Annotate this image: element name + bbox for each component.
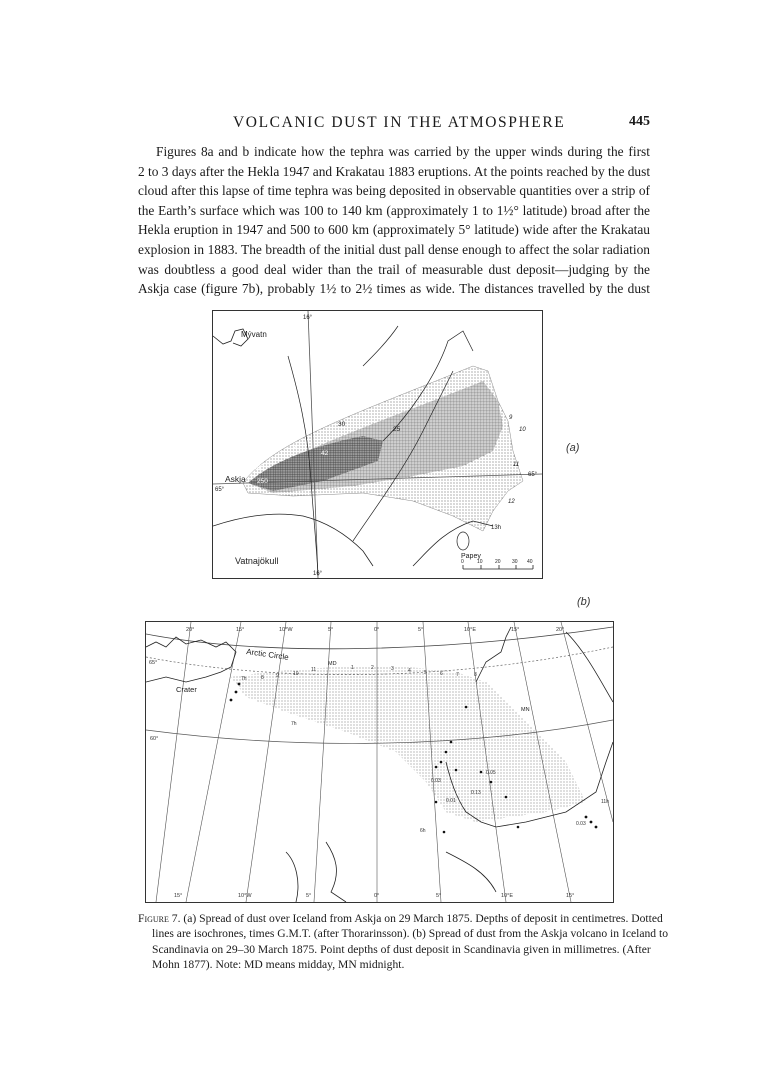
scale-bar (461, 559, 533, 569)
running-head (138, 114, 650, 134)
svg-text:4: 4 (408, 668, 411, 674)
figure-a-iceland-map (212, 310, 543, 579)
label-crater: Crater (176, 685, 197, 694)
svg-text:11h: 11h (601, 799, 609, 805)
body-line: 2 to 3 days after the Hekla 1947 and Krakatau 1883 eruptions. At the points reached by the dust (138, 163, 651, 179)
svg-text:7h: 7h (241, 676, 247, 682)
isochrone-label: 10 (519, 427, 526, 433)
svg-text:0°: 0° (374, 893, 380, 899)
label-askja: Askja (225, 474, 246, 484)
svg-text:7: 7 (456, 672, 459, 678)
svg-text:0.05: 0.05 (486, 770, 496, 776)
label-parallel-left: 65° (215, 487, 225, 493)
body-line: Figures 8a and b indicate how the tephra was carried by the upper winds during the first (156, 144, 650, 159)
svg-text:10: 10 (293, 671, 299, 677)
depth-label: 250 (257, 478, 268, 485)
svg-text:6h: 6h (420, 828, 426, 834)
caption-figure-label: Figure 7. (138, 912, 181, 925)
label-arctic-circle: Arctic Circle (245, 647, 290, 662)
depth-label: 25 (393, 426, 401, 433)
svg-text:20°: 20° (186, 627, 195, 633)
svg-text:0.03: 0.03 (431, 778, 441, 784)
svg-text:10°W: 10°W (279, 627, 293, 633)
caption-line: Scandinavia on 29–30 March 1875. Point depths of dust deposit in Scandinavia given in millimetres. (After (152, 942, 651, 956)
label-meridian-bottom: 16° (313, 571, 323, 577)
svg-text:10: 10 (477, 559, 483, 565)
label-myvatn: Mývatn (241, 330, 267, 339)
svg-text:30: 30 (512, 559, 518, 565)
svg-text:1: 1 (351, 665, 354, 671)
svg-text:65°: 65° (149, 660, 158, 666)
svg-text:60°: 60° (150, 736, 159, 742)
figure-b-scandinavia-map (145, 621, 614, 903)
isochrone-label: 9 (509, 415, 513, 421)
svg-text:0°: 0° (374, 627, 380, 633)
depth-label: 30 (338, 421, 346, 428)
svg-text:5°: 5° (436, 893, 442, 899)
svg-text:0.03: 0.03 (576, 821, 586, 827)
svg-text:0.01: 0.01 (446, 798, 456, 804)
body-line: the Earth’s surface which was 100 to 140 km (approximately 1 to 1½° latitude) broad after the (138, 202, 650, 218)
panel-label-b: (b) (577, 596, 591, 608)
isochrone-label: 12 (508, 499, 515, 505)
page-number: 445 (629, 114, 650, 129)
svg-text:10°E: 10°E (464, 627, 476, 633)
svg-text:15°: 15° (511, 627, 520, 633)
label-midnight: MN (521, 707, 530, 713)
svg-text:2: 2 (371, 665, 374, 671)
label-parallel-right: 65° (528, 472, 538, 478)
caption-line: Mohn 1877). Note: MD means midday, MN midnight. (152, 958, 405, 972)
caption-line: (a) Spread of dust over Iceland from Askja on 29 March 1875. Depths of deposit in centimetres. Dotted (183, 912, 663, 925)
svg-text:6: 6 (440, 671, 443, 677)
svg-text:5°: 5° (306, 893, 312, 899)
svg-text:8: 8 (474, 672, 477, 678)
scandinavia-map-graphic (146, 622, 613, 902)
svg-text:15°: 15° (174, 893, 183, 899)
svg-text:3: 3 (391, 666, 394, 672)
body-line: was doubtless a good deal wider than the trail of measurable dust deposit—judging by the (138, 261, 650, 277)
svg-text:7h: 7h (291, 721, 297, 727)
label-papey: Papey (461, 553, 481, 560)
svg-text:9: 9 (276, 673, 279, 679)
svg-text:0.13: 0.13 (471, 790, 481, 796)
caption-line: lines are isochrones, times G.M.T. (after Thorarinsson). (b) Spread of dust from the Askja volcano in Iceland to (152, 927, 669, 941)
svg-text:20: 20 (495, 559, 501, 565)
iceland-map-graphic (213, 311, 542, 578)
svg-text:8: 8 (261, 675, 264, 681)
isochrone-label: 13h (491, 525, 502, 531)
svg-text:5°: 5° (418, 627, 424, 633)
svg-text:10°E: 10°E (501, 893, 513, 899)
label-vatnajokull: Vatnajökull (235, 556, 279, 566)
depth-label: 140 (253, 464, 264, 471)
svg-text:11: 11 (311, 667, 317, 673)
running-title: VOLCANIC DUST IN THE ATMOSPHERE (233, 114, 566, 131)
svg-text:10°W: 10°W (238, 893, 252, 899)
body-line: Hekla eruption in 1947 and 500 to 600 km (approximately 5° latitude) wide after the Krakatau (138, 222, 650, 238)
body-line: explosion in 1883. The breadth of the initial dust pall dense enough to affect the solar radiation (138, 241, 650, 257)
svg-text:15°: 15° (236, 627, 245, 633)
svg-text:40: 40 (527, 559, 533, 565)
panel-label-a: (a) (566, 442, 580, 454)
svg-text:15°: 15° (566, 893, 575, 899)
svg-text:5: 5 (424, 670, 427, 676)
depth-label: 42 (321, 450, 329, 457)
label-midday: MD (328, 661, 337, 667)
depth-label: 20 (293, 444, 301, 451)
isochrone-label: 11 (513, 462, 520, 468)
svg-text:20°: 20° (556, 627, 565, 633)
body-line: Askja case (figure 7b), probably 1½ to 2½ times as wide. The distances travelled by the dust (138, 281, 650, 297)
body-paragraph (138, 142, 650, 299)
svg-text:5°: 5° (328, 627, 334, 633)
svg-text:0: 0 (461, 559, 464, 565)
body-line: cloud after this lapse of time tephra was being deposited in observable quantities over a strip of (138, 183, 650, 199)
label-meridian-top: 16° (303, 315, 313, 321)
figure-caption (138, 911, 669, 973)
